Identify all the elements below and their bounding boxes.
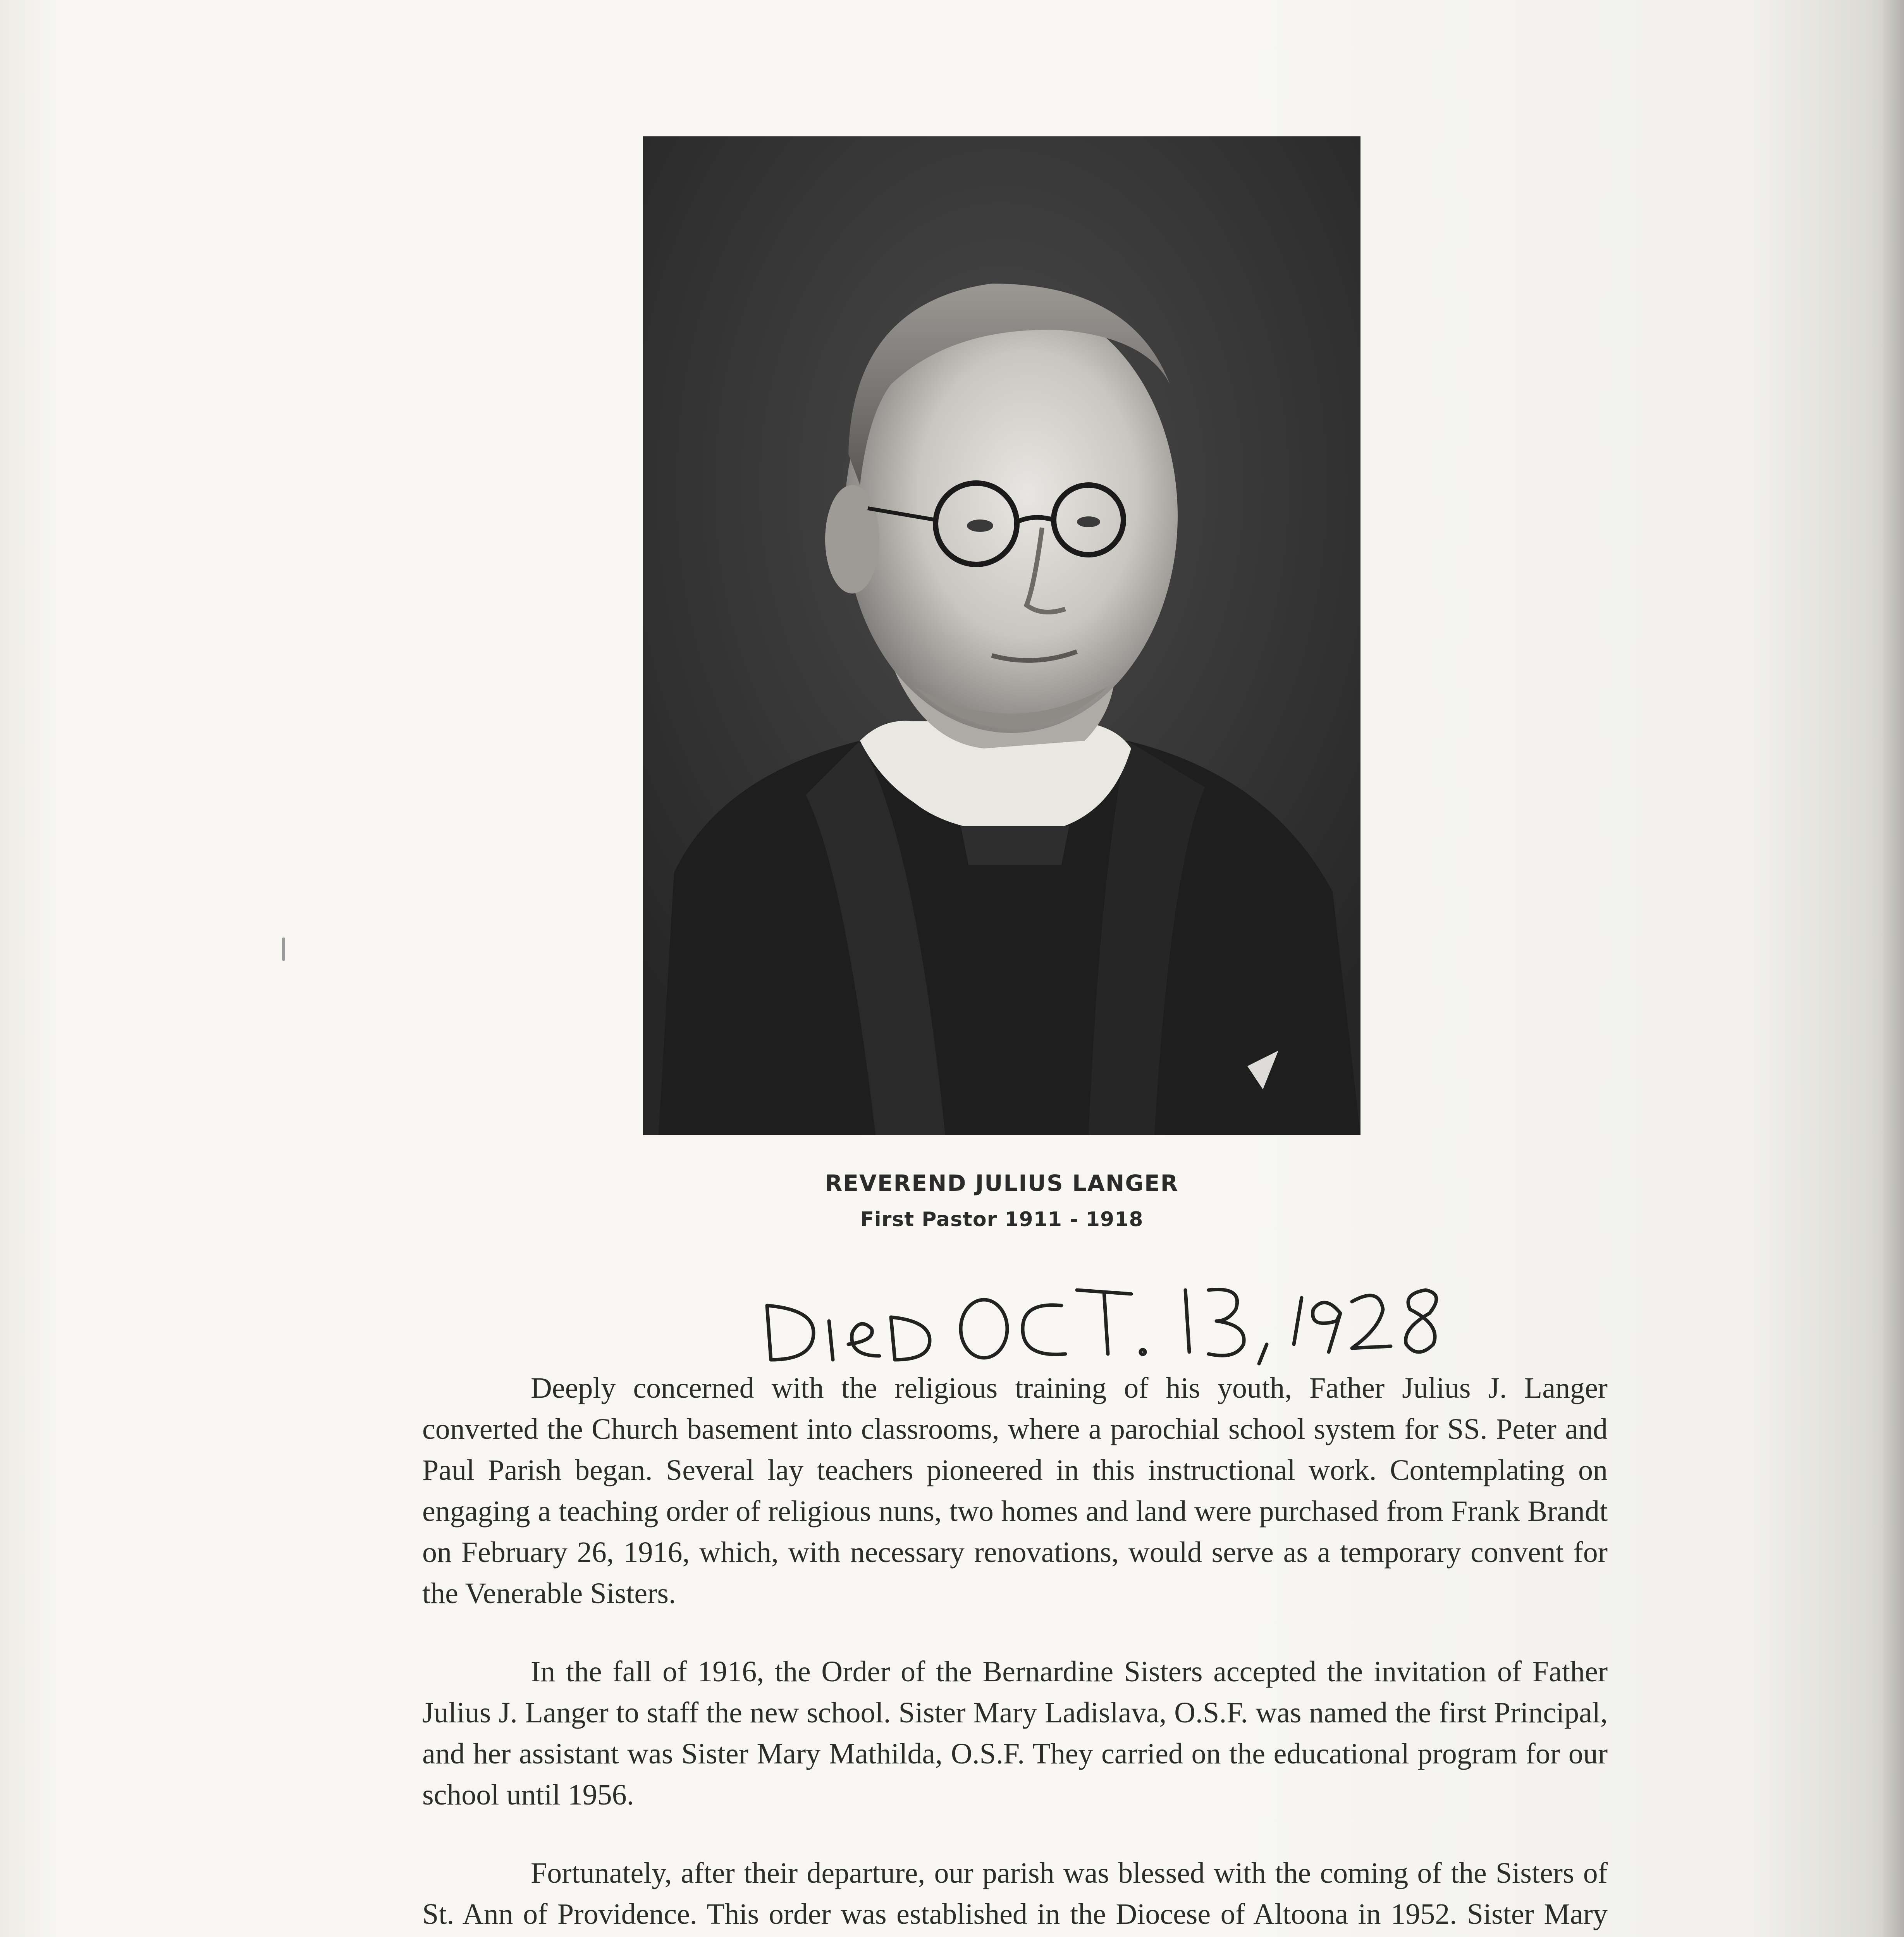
photo-caption-subtitle: First Pastor 1911 - 1918 (860, 1208, 1144, 1231)
portrait-image (643, 136, 1360, 1135)
handwritten-note (759, 1267, 1457, 1368)
portrait-photo (643, 136, 1360, 1135)
article-body (422, 1368, 1608, 1937)
paragraph-3: Fortunately, after their departure, our parish was blessed with the coming of the Sisters of St. Ann of Providence. This order was established in the Diocese of Altoona in 1952. Sister Mary (422, 1857, 1608, 1930)
page-edge-shadow (1881, 0, 1904, 1937)
paragraph-2: In the fall of 1916, the Order of the Bernardine Sisters accepted the invitation of Father Julius J. Langer to staff the new school. Sister Mary Ladislava, O.S.F. was named the first Principal, and her assistant was Sister Mary Mathilda, O.S.F. They carried on the educational program for our school until 1956. (422, 1655, 1608, 1811)
page-speck (282, 938, 285, 961)
photo-caption-name: REVEREND JULIUS LANGER (825, 1170, 1179, 1196)
paragraph-1: Deeply concerned with the religious training of his youth, Father Julius J. Langer converted the Church basement into classrooms, where a parochial school system for SS. Peter and Paul Parish began. Several lay teachers pioneered in this instructional work. Contemplating on engaging a teaching order of religious nuns, two homes and land were purchased from Frank Brandt on February 26, 1916, which, with necessary renovations, would serve as a temporary convent for the Venerable Sisters. (422, 1372, 1608, 1610)
